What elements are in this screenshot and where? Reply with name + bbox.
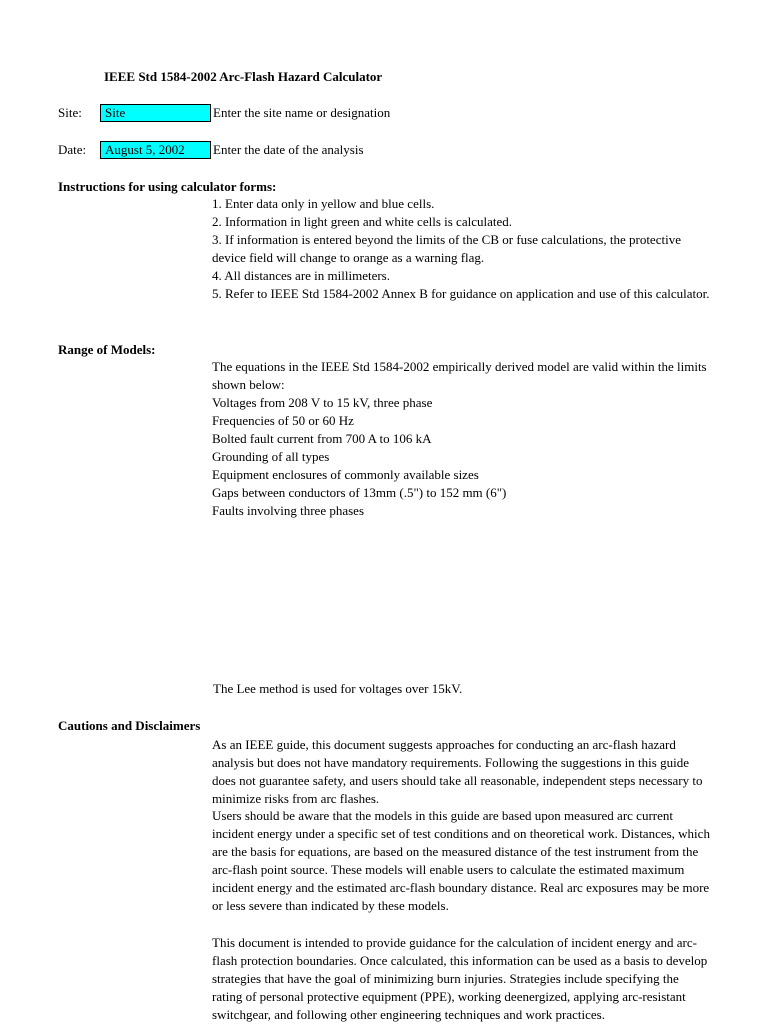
page-title: IEEE Std 1584-2002 Arc-Flash Hazard Calculator xyxy=(104,69,383,84)
date-label: Date: xyxy=(58,142,87,157)
range-list xyxy=(212,358,712,520)
instruction-item: 5. Refer to IEEE Std 1584-2002 Annex B for guidance on application and use of this calculator. xyxy=(212,286,710,301)
lee-method-note: The Lee method is used for voltages over 15kV. xyxy=(213,681,463,696)
range-intro: The equations in the IEEE Std 1584-2002 empirically derived model are valid within the limits shown below: xyxy=(212,359,707,392)
range-item: Gaps between conductors of 13mm (.5") to 152 mm (6") xyxy=(212,485,507,500)
range-item: Frequencies of 50 or 60 Hz xyxy=(212,413,354,428)
instruction-item: 4. All distances are in millimeters. xyxy=(212,268,390,283)
cautions-paragraph: This document is intended to provide guidance for the calculation of incident energy and arc-flash protection boundaries. Once calculated, this information can be used as a basis to develop strategies that have the goal of minimizing burn injuries. Strategies include specifying the rating of personal protective equipment (PPE), working deenergized, applying arc-resistant switchgear, and following other engineering techniques and work practices. xyxy=(212,935,708,1022)
range-item: Faults involving three phases xyxy=(212,503,365,518)
range-item: Voltages from 208 V to 15 kV, three phase xyxy=(212,395,433,410)
cautions-heading: Cautions and Disclaimers xyxy=(58,718,201,733)
date-hint: Enter the date of the analysis xyxy=(213,142,364,157)
cautions-paragraph: Users should be aware that the models in this guide are based upon measured arc current incident energy under a specific set of test conditions and on theoretical work. Distances, which are the basis for equations, are based on the measured distance of the test instrument from the arc-flash point source. These models will enable users to calculate the estimated maximum incident energy and the estimated arc-flash boundary distance. Real arc exposures may be more or less severe than indicated by these models. xyxy=(212,808,710,913)
range-heading: Range of Models: xyxy=(58,342,156,357)
instruction-item: 3. If information is entered beyond the limits of the CB or fuse calculations, the protective device field will change to orange as a warning flag. xyxy=(212,232,681,265)
instructions-heading: Instructions for using calculator forms: xyxy=(58,179,277,194)
site-label: Site: xyxy=(58,105,82,120)
instruction-item: 2. Information in light green and white cells is calculated. xyxy=(212,214,512,229)
instruction-item: 1. Enter data only in yellow and blue cells. xyxy=(212,196,435,211)
site-input-cell[interactable]: Site xyxy=(100,104,211,122)
range-item: Equipment enclosures of commonly available sizes xyxy=(212,467,479,482)
cautions-paragraph: As an IEEE guide, this document suggests approaches for conducting an arc-flash hazard analysis but does not have mandatory requirements. Following the suggestions in this guide does not guarantee safety, and users should take all reasonable, independent steps necessary to minimize risks from arc flashes. xyxy=(212,737,703,806)
date-input-cell[interactable]: August 5, 2002 xyxy=(100,141,211,159)
site-hint: Enter the site name or designation xyxy=(213,105,391,120)
range-item: Grounding of all types xyxy=(212,449,330,464)
range-item: Bolted fault current from 700 A to 106 kA xyxy=(212,431,432,446)
instructions-list xyxy=(212,195,712,303)
